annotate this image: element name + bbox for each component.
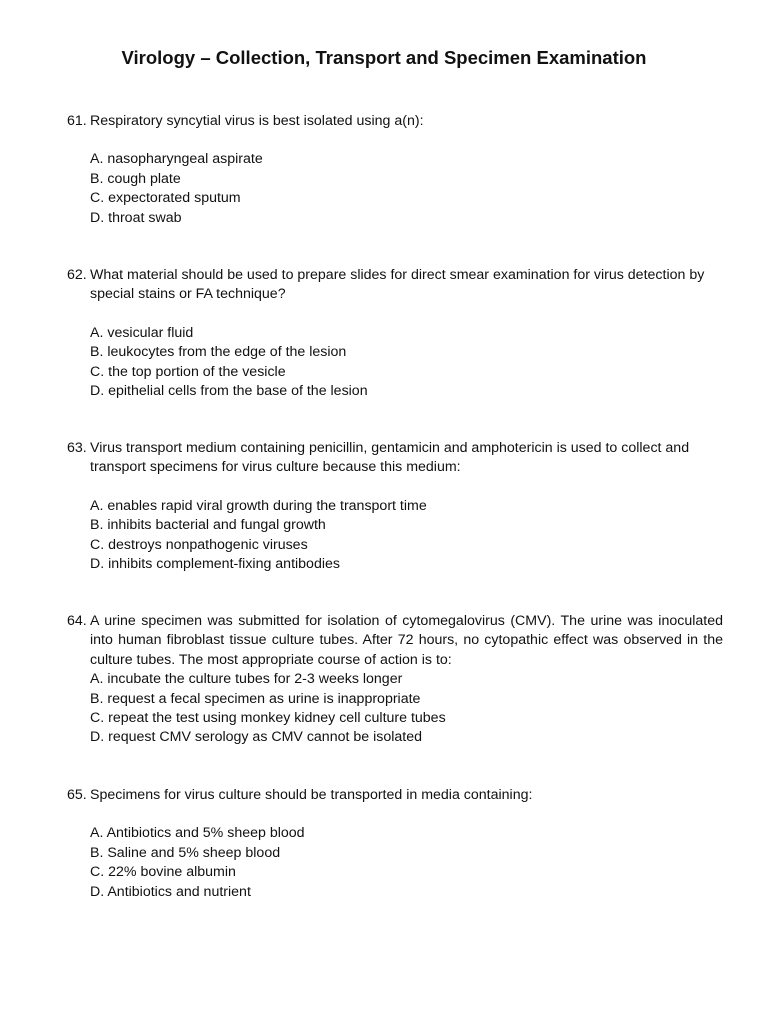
question-61 (67, 112, 723, 228)
answer-option: D. epithelial cells from the base of the lesion (90, 383, 368, 400)
answer-option: B. Saline and 5% sheep blood (90, 844, 281, 861)
question-number: 61. (67, 113, 87, 129)
answer-option: D. request CMV serology as CMV cannot be isolated (90, 729, 422, 746)
answer-option: C. repeat the test using monkey kidney cell culture tubes (90, 710, 446, 727)
question-stem (67, 266, 723, 305)
answer-options (90, 824, 723, 902)
question-stem (67, 786, 723, 805)
answer-options (90, 497, 723, 575)
question-text: Specimens for virus culture should be transported in media containing: (90, 787, 533, 803)
page-title: Virology – Collection, Transport and Specimen Examination (121, 47, 647, 68)
question-text: Virus transport medium containing penicillin, gentamicin and amphotericin is used to collect and transport specimens for virus culture because this medium: (90, 440, 690, 476)
answer-option: A. vesicular fluid (90, 324, 194, 341)
answer-option: A. incubate the culture tubes for 2-3 weeks longer (90, 671, 403, 688)
question-stem (67, 439, 723, 478)
question-text: What material should be used to prepare slides for direct smear examination for virus detection by special stains or FA technique? (90, 267, 705, 303)
answer-option: C. the top portion of the vesicle (90, 363, 286, 380)
answer-options (90, 670, 723, 748)
question-stem (67, 112, 723, 131)
answer-option: B. leukocytes from the edge of the lesion (90, 344, 347, 361)
answer-option: D. Antibiotics and nutrient (90, 883, 251, 900)
answer-option: D. inhibits complement-fixing antibodies (90, 556, 340, 573)
answer-option: B. cough plate (90, 170, 181, 187)
question-text: A urine specimen was submitted for isolation of cytomegalovirus (CMV). The urine was inoculated into human fibroblast tissue culture tubes. After 72 hours, no cytopathic effect was observed in the culture tubes. The most appropriate course of action is to: (90, 613, 723, 668)
question-number: 62. (67, 267, 87, 283)
question-number: 63. (67, 440, 87, 456)
answer-option: C. destroys nonpathogenic viruses (90, 536, 308, 553)
answer-option: A. enables rapid viral growth during the transport time (90, 497, 427, 514)
question-65 (67, 786, 723, 902)
answer-option: D. throat swab (90, 209, 182, 226)
answer-option: C. expectorated sputum (90, 190, 241, 207)
question-62 (67, 266, 723, 401)
answer-options (90, 324, 723, 402)
answer-option: A. nasopharyngeal aspirate (90, 151, 263, 168)
answer-option: A. Antibiotics and 5% sheep blood (90, 825, 305, 842)
question-text: Respiratory syncytial virus is best isolated using a(n): (90, 113, 424, 129)
answer-option: C. 22% bovine albumin (90, 864, 236, 881)
question-stem (67, 612, 723, 670)
answer-options (90, 150, 723, 228)
question-64 (67, 612, 723, 748)
question-63 (67, 439, 723, 574)
answer-option: B. request a fecal specimen as urine is inappropriate (90, 690, 421, 707)
question-number: 65. (67, 787, 87, 803)
question-number: 64. (67, 613, 87, 629)
answer-option: B. inhibits bacterial and fungal growth (90, 517, 326, 534)
